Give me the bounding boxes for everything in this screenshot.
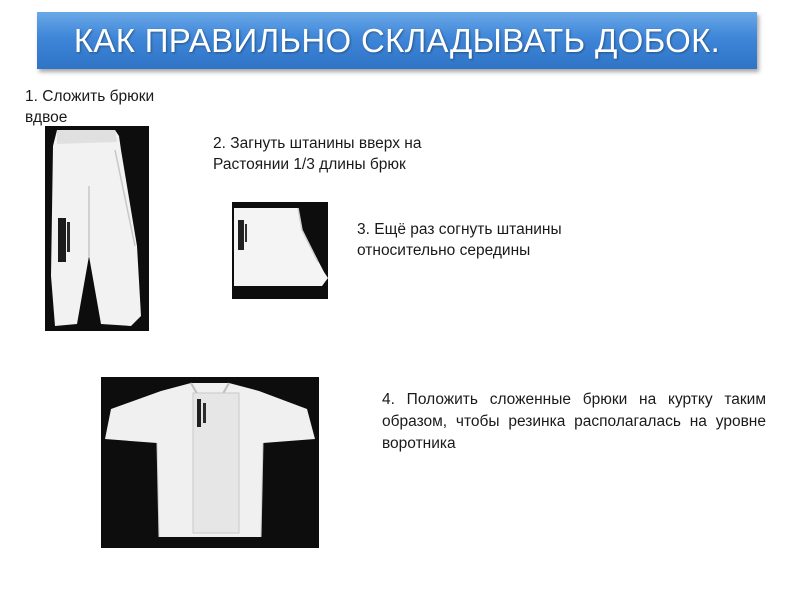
folded-pants-photo <box>45 126 149 331</box>
step-2-text <box>213 133 458 175</box>
step-3-number: 3. <box>357 221 370 238</box>
step-1-label: Сложить брюки вдвое <box>25 88 155 126</box>
step-3-label: Ещё раз согнуть штанины относительно середины <box>357 221 562 259</box>
step-2-label: Загнуть штанины вверх на Растоянии 1/3 длины брюк <box>213 135 422 173</box>
step-3-text <box>357 219 627 261</box>
step-1-number: 1. <box>25 88 38 105</box>
pants-on-jacket-photo <box>101 377 319 548</box>
step-1-text <box>25 86 195 128</box>
page-title: КАК ПРАВИЛЬНО СКЛАДЫВАТЬ ДОБОК. <box>73 21 721 59</box>
title-banner <box>37 12 757 69</box>
step-4-text <box>382 389 766 455</box>
step-4-label: Положить сложенные брюки на куртку таким образом, чтобы резинка располагалась на уровне воротника <box>382 391 766 452</box>
step-4-number: 4. <box>382 391 395 408</box>
step-2-number: 2. <box>213 135 226 152</box>
pants-folded-third-photo <box>232 202 328 299</box>
